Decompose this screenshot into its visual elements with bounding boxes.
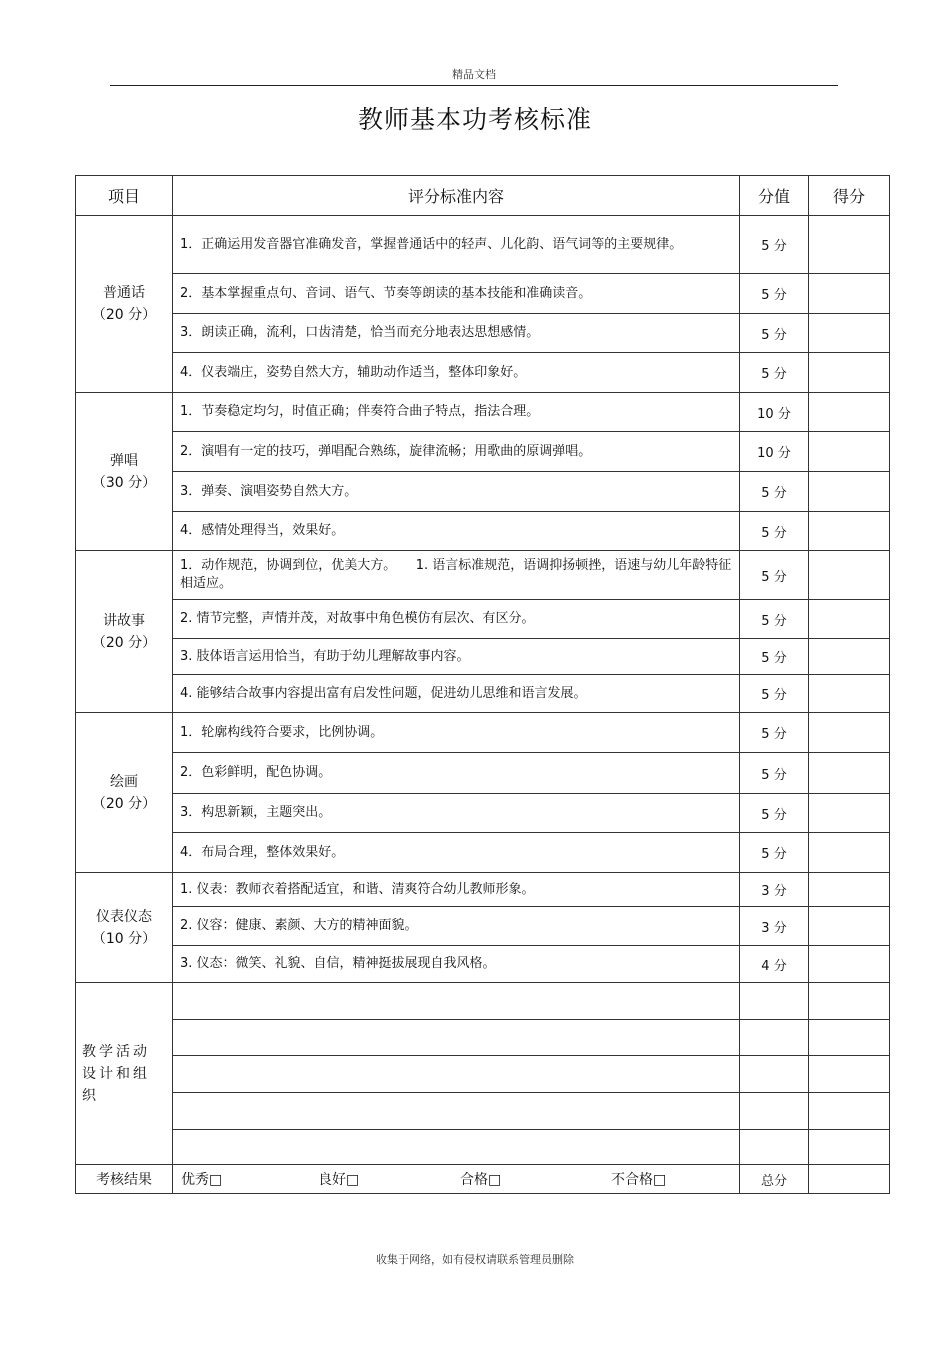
criterion-text: 4. 能够结合故事内容提出富有启发性问题，促进幼儿思维和语言发展。 — [173, 675, 740, 713]
earned-score-cell[interactable] — [809, 432, 890, 472]
criterion-text: 1．动作规范，协调到位，优美大方。 1. 语言标准规范，语调抑扬顿挫，语速与幼儿年龄特征相适应。 — [173, 551, 740, 600]
category-points: （20 分） — [91, 795, 157, 812]
category-points: （30 分） — [91, 474, 157, 491]
category-name: 讲故事 — [103, 612, 145, 629]
criterion-text: 2．演唱有一定的技巧，弹唱配合熟练，旋律流畅；用歌曲的原调弹唱。 — [173, 432, 740, 472]
earned-score-cell[interactable] — [809, 274, 890, 314]
total-label: 总分 — [740, 1165, 809, 1194]
table-row — [76, 946, 890, 983]
criterion-text: 3. 肢体语言运用恰当，有助于幼儿理解故事内容。 — [173, 639, 740, 675]
column-header-item: 项目 — [76, 176, 173, 216]
table-row — [76, 833, 890, 873]
table-body — [76, 216, 890, 1194]
score-value: 5 分 — [740, 675, 809, 713]
table-row — [76, 600, 890, 639]
earned-score-cell[interactable] — [809, 216, 890, 274]
score-value: 5 分 — [740, 753, 809, 794]
table-row — [76, 274, 890, 314]
table-row — [76, 551, 890, 600]
result-option-checkbox[interactable]: 优秀□ — [181, 1172, 223, 1188]
criterion-text: 1. 仪表：教师衣着搭配适宜，和谐、清爽符合幼儿教师形象。 — [173, 873, 740, 907]
table-row — [76, 675, 890, 713]
page-header: 精品文档 — [452, 68, 496, 81]
table-row — [76, 753, 890, 794]
table-row — [76, 983, 890, 1020]
teaching-score-cell[interactable] — [740, 983, 809, 1020]
earned-score-cell[interactable] — [809, 600, 890, 639]
earned-score-cell[interactable] — [809, 713, 890, 753]
teaching-earned-cell[interactable] — [809, 1056, 890, 1093]
criterion-text: 2. 仪容：健康、素颜、大方的精神面貌。 — [173, 907, 740, 946]
criterion-text: 1．节奏稳定均匀，时值正确；伴奏符合曲子特点，指法合理。 — [173, 393, 740, 432]
category-points: （20 分） — [91, 307, 157, 323]
table-row — [76, 1130, 890, 1165]
category-cell — [76, 393, 173, 551]
teaching-score-cell[interactable] — [740, 1020, 809, 1056]
table-header-row — [76, 176, 890, 216]
table-row — [76, 216, 890, 274]
criterion-text: 1．轮廓构线符合要求，比例协调。 — [173, 713, 740, 753]
criterion-text: 3．朗读正确，流利，口齿清楚，恰当而充分地表达思想感情。 — [173, 314, 740, 353]
score-value: 10 分 — [740, 393, 809, 432]
earned-score-cell[interactable] — [809, 472, 890, 512]
assessment-table — [75, 175, 890, 1194]
earned-score-cell[interactable] — [809, 393, 890, 432]
total-score-cell[interactable] — [809, 1165, 890, 1194]
teaching-criteria-cell[interactable] — [173, 1020, 740, 1056]
page-footer: 收集于网络，如有侵权请联系管理员删除 — [376, 1253, 574, 1266]
result-label: 考核结果 — [76, 1165, 173, 1194]
teaching-score-cell[interactable] — [740, 1130, 809, 1165]
table-row — [76, 353, 890, 393]
criterion-text: 2．基本掌握重点句、音词、语气、节奏等朗读的基本技能和准确读音。 — [173, 274, 740, 314]
teaching-score-cell[interactable] — [740, 1093, 809, 1130]
teaching-criteria-cell[interactable] — [173, 1093, 740, 1130]
table-row — [76, 432, 890, 472]
category-name: 弹唱 — [110, 452, 138, 469]
teaching-criteria-cell[interactable] — [173, 1130, 740, 1165]
score-value: 5 分 — [740, 274, 809, 314]
table-row — [76, 1056, 890, 1093]
result-option-checkbox[interactable]: 合格□ — [460, 1172, 502, 1188]
teaching-criteria-cell[interactable] — [173, 983, 740, 1020]
category-cell — [76, 216, 173, 393]
table-row — [76, 794, 890, 833]
earned-score-cell[interactable] — [809, 353, 890, 393]
criterion-text: 3. 仪态：微笑、礼貌、自信，精神挺拔展现自我风格。 — [173, 946, 740, 983]
result-row — [76, 1165, 890, 1194]
earned-score-cell[interactable] — [809, 833, 890, 873]
table-row — [76, 314, 890, 353]
score-value: 5 分 — [740, 713, 809, 753]
criterion-text: 4．感情处理得当，效果好。 — [173, 512, 740, 551]
score-value: 5 分 — [740, 472, 809, 512]
teaching-earned-cell[interactable] — [809, 1130, 890, 1165]
score-value: 5 分 — [740, 353, 809, 393]
table-row — [76, 639, 890, 675]
category-cell — [76, 873, 173, 983]
score-value: 3 分 — [740, 907, 809, 946]
teaching-criteria-cell[interactable] — [173, 1056, 740, 1093]
earned-score-cell[interactable] — [809, 753, 890, 794]
table-row — [76, 472, 890, 512]
table-row — [76, 393, 890, 432]
teaching-earned-cell[interactable] — [809, 1093, 890, 1130]
teaching-category-cell: 教学活动设计和组织 — [76, 983, 173, 1165]
category-name: 仪表仪态 — [96, 908, 152, 925]
earned-score-cell[interactable] — [809, 794, 890, 833]
table-row — [76, 1093, 890, 1130]
result-options — [173, 1165, 740, 1194]
teaching-earned-cell[interactable] — [809, 1020, 890, 1056]
earned-score-cell[interactable] — [809, 314, 890, 353]
column-header-criteria: 评分标准内容 — [173, 176, 740, 216]
score-value: 5 分 — [740, 314, 809, 353]
score-value: 5 分 — [740, 216, 809, 274]
earned-score-cell[interactable] — [809, 551, 890, 600]
score-value: 5 分 — [740, 600, 809, 639]
table-row — [76, 907, 890, 946]
category-points: （20 分） — [91, 634, 157, 651]
score-value: 5 分 — [740, 639, 809, 675]
criterion-text: 4．布局合理，整体效果好。 — [173, 833, 740, 873]
table-row — [76, 713, 890, 753]
score-value: 5 分 — [740, 551, 809, 600]
earned-score-cell[interactable] — [809, 873, 890, 907]
category-name: 普通话 — [103, 285, 145, 301]
score-value: 5 分 — [740, 794, 809, 833]
teaching-earned-cell[interactable] — [809, 983, 890, 1020]
teaching-score-cell[interactable] — [740, 1056, 809, 1093]
criterion-text: 3．构思新颖，主题突出。 — [173, 794, 740, 833]
criterion-text: 1．正确运用发音器官准确发音，掌握普通话中的轻声、儿化韵、语气词等的主要规律。 — [173, 216, 740, 274]
earned-score-cell[interactable] — [809, 907, 890, 946]
category-points: （10 分） — [91, 930, 157, 947]
criterion-text: 2．色彩鲜明，配色协调。 — [173, 753, 740, 794]
score-value: 10 分 — [740, 432, 809, 472]
score-value: 5 分 — [740, 512, 809, 551]
result-option-checkbox[interactable]: 良好□ — [318, 1172, 360, 1188]
document-title: 教师基本功考核标准 — [357, 105, 592, 134]
score-value: 3 分 — [740, 873, 809, 907]
table-row — [76, 873, 890, 907]
category-name: 绘画 — [110, 773, 138, 790]
category-cell — [76, 551, 173, 713]
earned-score-cell[interactable] — [809, 675, 890, 713]
column-header-earned: 得分 — [809, 176, 890, 216]
table-row — [76, 1020, 890, 1056]
header-divider — [110, 85, 838, 86]
earned-score-cell[interactable] — [809, 639, 890, 675]
earned-score-cell[interactable] — [809, 946, 890, 983]
criterion-text: 2. 情节完整，声情并茂，对故事中角色模仿有层次、有区分。 — [173, 600, 740, 639]
column-header-score: 分值 — [740, 176, 809, 216]
earned-score-cell[interactable] — [809, 512, 890, 551]
result-option-checkbox[interactable]: 不合格□ — [611, 1172, 667, 1188]
score-value: 5 分 — [740, 833, 809, 873]
category-cell — [76, 713, 173, 873]
table-row — [76, 512, 890, 551]
score-value: 4 分 — [740, 946, 809, 983]
criterion-text: 4．仪表端庄，姿势自然大方，辅助动作适当，整体印象好。 — [173, 353, 740, 393]
criterion-text: 3．弹奏、演唱姿势自然大方。 — [173, 472, 740, 512]
